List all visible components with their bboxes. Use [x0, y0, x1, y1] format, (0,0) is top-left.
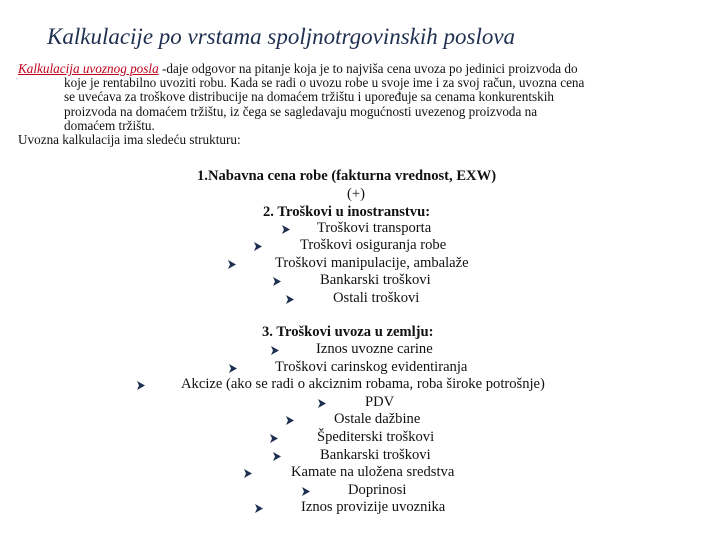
arrow-bullet-icon [254, 242, 262, 251]
section3-item: Doprinosi [348, 482, 407, 498]
section2-item: Troškovi osiguranja robe [300, 237, 447, 253]
structure-line: Uvozna kalkulacija ima sledeću strukturu: [18, 132, 241, 148]
section2-item: Troškovi manipulacije, ambalaže [275, 255, 469, 271]
intro-line-4: proizvoda na domaćem tržištu, iz čega se sagledavaju mogućnosti uvezenog proizvoda na [64, 103, 538, 119]
arrow-bullet-icon [228, 260, 236, 269]
intro-term: Kalkulacija uvoznog posla [18, 61, 159, 76]
arrow-bullet-icon [271, 346, 279, 355]
section3-item: Iznos uvozne carine [316, 341, 433, 357]
intro-paragraph [18, 62, 708, 133]
intro-line-2: koje je rentabilno uvoziti robu. Kada se radi o uvozu robe u svoje ime i za svoj račun, uvozna cena [64, 75, 585, 91]
section2-heading: 2. Troškovi u inostranstvu: [263, 204, 431, 220]
section3-item: Bankarski troškovi [320, 447, 431, 463]
section3-item: Akcize (ako se radi o akciznim robama, roba široke potrošnje) [181, 376, 545, 392]
section2-item: Troškovi transporta [317, 220, 432, 236]
section3-item: PDV [365, 394, 395, 410]
arrow-bullet-icon [286, 416, 294, 425]
section1-heading: 1.Nabavna cena robe (fakturna vrednost, EXW) [197, 168, 497, 184]
section1-plus: (+) [347, 186, 365, 202]
intro-line-1: -daje odgovor na pitanje koja je to najviša cena uvoza po jedinici proizvoda do [158, 61, 578, 76]
intro-text [18, 62, 708, 147]
section3-item: Špediterski troškovi [317, 429, 435, 445]
slide-title: Kalkulacije po vrstama spoljnotrgovinskih poslova [47, 24, 516, 49]
section2-item: Ostali troškovi [333, 290, 420, 306]
arrow-bullet-icon [302, 487, 310, 496]
arrow-bullet-icon [273, 452, 281, 461]
intro-line-5: domaćem tržištu. [64, 117, 155, 133]
section3-item: Iznos provizije uvoznika [301, 499, 446, 515]
section3-heading: 3. Troškovi uvoza u zemlju: [262, 324, 434, 340]
arrow-bullet-icon [255, 504, 263, 513]
arrow-bullet-icon [318, 399, 326, 408]
arrow-bullet-icon [286, 295, 294, 304]
arrow-bullet-icon [273, 277, 281, 286]
arrow-bullet-icon [270, 434, 278, 443]
section3-item: Ostale dažbine [334, 411, 421, 427]
section3-item: Troškovi carinskog evidentiranja [275, 359, 468, 375]
arrow-bullet-icon [244, 469, 252, 478]
section3-item: Kamate na uložena sredstva [291, 464, 455, 480]
section2-item: Bankarski troškovi [320, 272, 431, 288]
arrow-bullet-icon [229, 364, 237, 373]
arrow-bullet-icon [282, 225, 290, 234]
arrow-bullet-icon [137, 381, 145, 390]
intro-line-3: se uvećava za troškove distribucije na domaćem tržištu i upoređuje sa cenama konkurentskih [64, 89, 554, 105]
